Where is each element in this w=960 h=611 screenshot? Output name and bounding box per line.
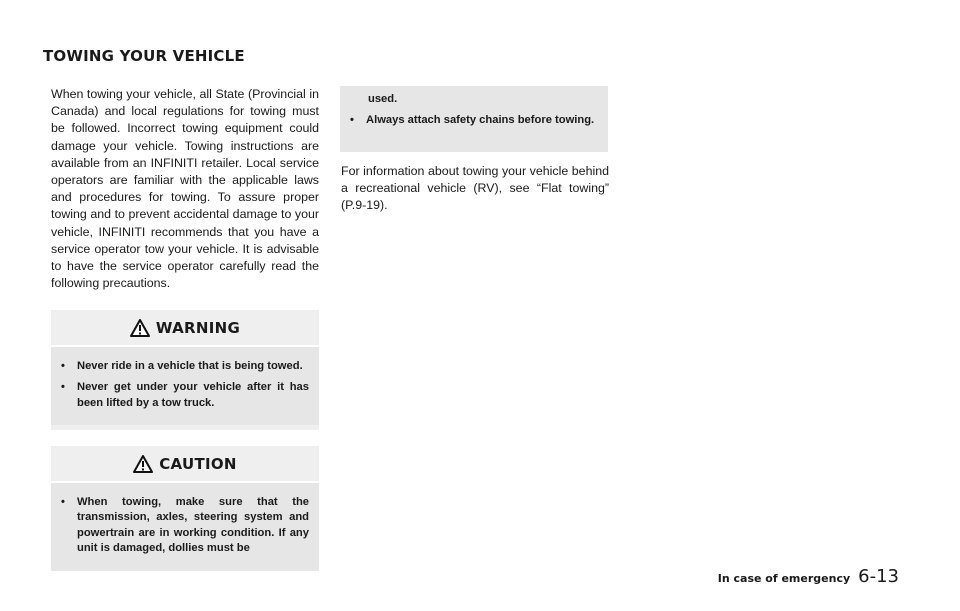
caution-item-text: Always attach safety chains before towing.: [366, 114, 595, 127]
warning-item-text: Never get under your vehicle after it has been lifted by a tow truck.: [77, 381, 309, 409]
caution-header: [51, 446, 319, 481]
bullet-dot: •: [61, 360, 65, 372]
warning-title: WARNING: [155, 318, 241, 337]
list-item: [350, 113, 598, 128]
list-item: [61, 495, 309, 557]
caution-continued-box: [340, 86, 608, 152]
list-item: [61, 380, 309, 411]
continued-text: used.: [368, 93, 398, 105]
intro-paragraph: When towing your vehicle, all State (Provincial in Canada) and local regulations for towing must be followed. Incorrect towing equipment could damage your vehicle. Towing instructions are available from an INFINITI retailer. Local service operators are familiar with the applicable laws and procedures for towing. To assure proper towing and to prevent accidental damage to your vehicle, INFINITI recommends that you have a service operator tow your vehicle. It is advisable to have the service operator carefully read the following precautions.: [51, 87, 319, 291]
rv-towing-paragraph: For information about towing your vehicle behind a recreational vehicle (RV), see “Flat towing” (P.9-19).: [341, 164, 609, 213]
footer-section-label: In case of emergency: [717, 572, 851, 585]
warning-triangle-icon: [130, 319, 150, 337]
page-number: 6-13: [858, 566, 899, 587]
list-item: [61, 359, 309, 374]
warning-body: [51, 345, 319, 425]
bullet-dot: •: [350, 114, 354, 127]
warning-item-text: Never ride in a vehicle that is being towed.: [77, 360, 303, 372]
page-footer: [718, 566, 899, 587]
caution-body: [51, 481, 319, 571]
warning-header: [51, 310, 319, 345]
warning-box: [51, 310, 319, 430]
caution-title: CAUTION: [159, 454, 237, 473]
warning-triangle-icon: [133, 455, 153, 473]
caution-item-text: When towing, make sure that the transmission, axles, steering system and powertrain are in working condition. If any unit is damaged, dollies must be: [77, 496, 309, 555]
bullet-dot: •: [61, 381, 65, 394]
bullet-dot: •: [61, 496, 65, 508]
page-title: TOWING YOUR VEHICLE: [43, 47, 245, 65]
caution-box: [51, 446, 319, 559]
